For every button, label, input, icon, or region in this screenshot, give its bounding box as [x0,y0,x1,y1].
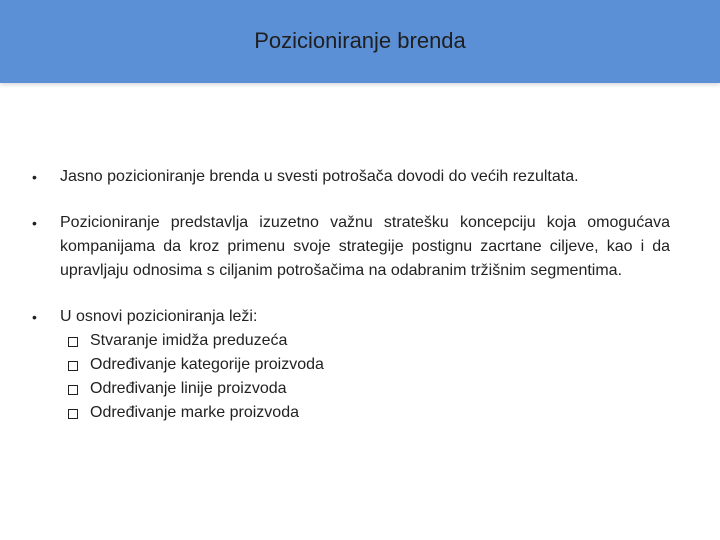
bullet-icon: • [32,169,37,185]
checkbox-square-icon [68,361,78,371]
sub-item-text: Određivanje kategorije proizvoda [90,356,324,373]
sub-list-item [60,377,670,401]
sub-list [60,329,670,425]
checkbox-square-icon [68,409,78,419]
checkbox-square-icon [68,385,78,395]
sub-item-text: Određivanje linije proizvoda [90,380,287,397]
sub-list-item [60,329,670,353]
bullet-item [30,305,670,425]
bullet-text: U osnovi pozicioniranja leži: [60,308,258,325]
sub-list-item [60,401,670,425]
slide-content [30,165,670,425]
bullet-text: Jasno pozicioniranje brenda u svesti potrošača dovodi do većih rezultata. [60,168,579,185]
title-bar [0,0,720,83]
bullet-item [30,165,670,189]
sub-item-text: Stvaranje imidža preduzeća [90,332,288,349]
checkbox-square-icon [68,337,78,347]
sub-list-item [60,353,670,377]
slide-title: Pozicioniranje brenda [254,28,466,53]
bullet-item [30,211,670,283]
bullet-text: Pozicioniranje predstavlja izuzetno važnu stratešku koncepciju koja omogućava kompanijama da kroz primenu svoje strategije postignu zacrtane ciljeve, kao i da upravljaju odnosima s ciljanim potrošačima na odabranim tržišnim segmentima. [60,214,670,279]
bullet-icon: • [32,309,37,325]
bullet-icon: • [32,215,37,231]
sub-item-text: Određivanje marke proizvoda [90,404,299,421]
